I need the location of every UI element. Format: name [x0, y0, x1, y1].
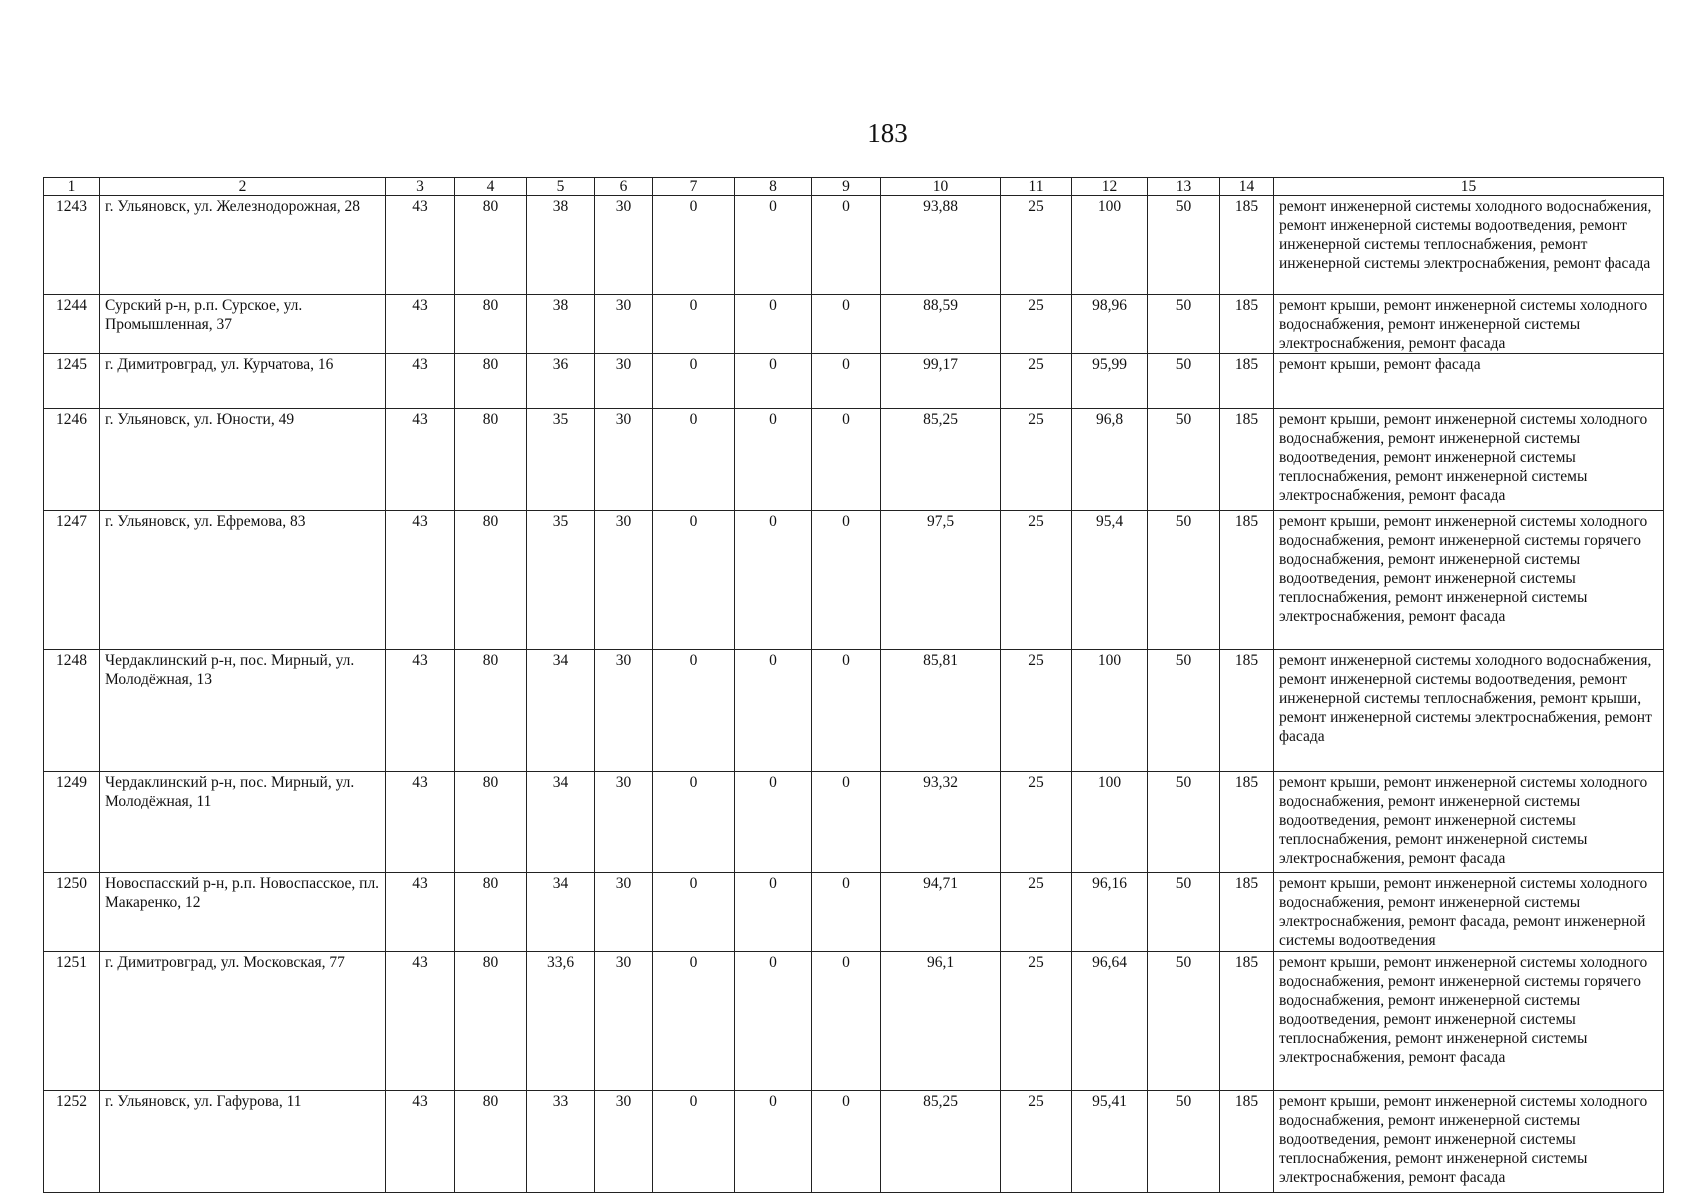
- col-14-header: 14: [1220, 178, 1274, 196]
- col-6-value: 30: [595, 772, 653, 873]
- col-5-value: 36: [527, 354, 595, 409]
- col-12-value: 96,8: [1072, 409, 1148, 511]
- col-8-value: 0: [735, 409, 812, 511]
- header-row: [44, 178, 1664, 196]
- col-8-header: 8: [735, 178, 812, 196]
- table-row: [44, 873, 1664, 952]
- col-7-value: 0: [653, 772, 735, 873]
- col-12-value: 100: [1072, 772, 1148, 873]
- address: Сурский р-н, р.п. Сурское, ул. Промышленная, 37: [100, 295, 386, 354]
- col-11-value: 25: [1001, 354, 1072, 409]
- address: г. Ульяновск, ул. Юности, 49: [100, 409, 386, 511]
- col-6-value: 30: [595, 511, 653, 650]
- col-3-value: 43: [386, 650, 455, 772]
- col-12-value: 98,96: [1072, 295, 1148, 354]
- col-8-value: 0: [735, 952, 812, 1091]
- col-10-value: 99,17: [881, 354, 1001, 409]
- col-14-value: 185: [1220, 354, 1274, 409]
- repair-works: ремонт инженерной системы холодного водоснабжения, ремонт инженерной системы водоотведения, ремонт инженерной системы теплоснабжения, ремонт инженерной системы электроснабжения, ремонт фасада: [1274, 196, 1664, 295]
- col-4-value: 80: [455, 354, 527, 409]
- col-3-value: 43: [386, 772, 455, 873]
- col-14-value: 185: [1220, 650, 1274, 772]
- col-13-value: 50: [1148, 650, 1220, 772]
- table-row: [44, 409, 1664, 511]
- col-10-value: 88,59: [881, 295, 1001, 354]
- col-13-value: 50: [1148, 354, 1220, 409]
- col-4-header: 4: [455, 178, 527, 196]
- col-6-value: 30: [595, 295, 653, 354]
- col-5-value: 33: [527, 1091, 595, 1193]
- col-11-value: 25: [1001, 409, 1072, 511]
- col-10-header: 10: [881, 178, 1001, 196]
- col-5-value: 35: [527, 511, 595, 650]
- col-12-value: 96,64: [1072, 952, 1148, 1091]
- col-3-value: 43: [386, 1091, 455, 1193]
- col-13-value: 50: [1148, 873, 1220, 952]
- col-11-value: 25: [1001, 650, 1072, 772]
- table-row: [44, 511, 1664, 650]
- col-14-value: 185: [1220, 511, 1274, 650]
- table-row: [44, 772, 1664, 873]
- col-14-value: 185: [1220, 409, 1274, 511]
- row-index: 1251: [44, 952, 100, 1091]
- col-6-value: 30: [595, 1091, 653, 1193]
- repair-works: ремонт крыши, ремонт инженерной системы холодного водоснабжения, ремонт инженерной системы водоотведения, ремонт инженерной системы теплоснабжения, ремонт инженерной системы электроснабжения, ремонт фасада: [1274, 1091, 1664, 1193]
- col-5-value: 34: [527, 772, 595, 873]
- col-5-value: 34: [527, 650, 595, 772]
- col-7-value: 0: [653, 1091, 735, 1193]
- col-11-value: 25: [1001, 873, 1072, 952]
- col-15-header: 15: [1274, 178, 1664, 196]
- col-4-value: 80: [455, 873, 527, 952]
- col-12-value: 95,4: [1072, 511, 1148, 650]
- table-row: [44, 952, 1664, 1091]
- col-8-value: 0: [735, 511, 812, 650]
- row-index: 1252: [44, 1091, 100, 1193]
- col-4-value: 80: [455, 772, 527, 873]
- col-11-value: 25: [1001, 1091, 1072, 1193]
- col-10-value: 85,25: [881, 1091, 1001, 1193]
- repair-works: ремонт крыши, ремонт фасада: [1274, 354, 1664, 409]
- table-body: [44, 196, 1664, 1193]
- col-5-value: 34: [527, 873, 595, 952]
- col-5-header: 5: [527, 178, 595, 196]
- repair-works: ремонт крыши, ремонт инженерной системы холодного водоснабжения, ремонт инженерной системы горячего водоснабжения, ремонт инженерной системы водоотведения, ремонт инженерной системы теплоснабжения, ремонт инженерной системы электроснабжения, ремонт фасада: [1274, 952, 1664, 1091]
- col-3-value: 43: [386, 354, 455, 409]
- col-10-value: 85,81: [881, 650, 1001, 772]
- address: г. Ульяновск, ул. Ефремова, 83: [100, 511, 386, 650]
- col-12-value: 95,41: [1072, 1091, 1148, 1193]
- table-row: [44, 354, 1664, 409]
- col-7-value: 0: [653, 196, 735, 295]
- col-3-header: 3: [386, 178, 455, 196]
- col-7-value: 0: [653, 952, 735, 1091]
- col-11-value: 25: [1001, 511, 1072, 650]
- repair-register-table: [43, 177, 1664, 1193]
- col-4-value: 80: [455, 952, 527, 1091]
- col-12-header: 12: [1072, 178, 1148, 196]
- col-13-value: 50: [1148, 1091, 1220, 1193]
- col-7-value: 0: [653, 409, 735, 511]
- col-4-value: 80: [455, 511, 527, 650]
- col-3-value: 43: [386, 409, 455, 511]
- table-row: [44, 196, 1664, 295]
- col-14-value: 185: [1220, 952, 1274, 1091]
- col-9-header: 9: [812, 178, 881, 196]
- col-9-value: 0: [812, 295, 881, 354]
- col-6-value: 30: [595, 409, 653, 511]
- col-6-value: 30: [595, 196, 653, 295]
- col-8-value: 0: [735, 873, 812, 952]
- col-4-value: 80: [455, 650, 527, 772]
- col-13-value: 50: [1148, 772, 1220, 873]
- col-4-value: 80: [455, 409, 527, 511]
- col-3-value: 43: [386, 196, 455, 295]
- repair-works: ремонт инженерной системы холодного водоснабжения, ремонт инженерной системы водоотведения, ремонт инженерной системы теплоснабжения, ремонт крыши, ремонт инженерной системы электроснабжения, ремонт фасада: [1274, 650, 1664, 772]
- address: Новоспасский р-н, р.п. Новоспасское, пл. Макаренко, 12: [100, 873, 386, 952]
- col-13-value: 50: [1148, 196, 1220, 295]
- col-12-value: 96,16: [1072, 873, 1148, 952]
- col-11-value: 25: [1001, 772, 1072, 873]
- col-11-value: 25: [1001, 295, 1072, 354]
- col-8-value: 0: [735, 650, 812, 772]
- col-12-value: 100: [1072, 650, 1148, 772]
- row-index: 1247: [44, 511, 100, 650]
- col-3-value: 43: [386, 511, 455, 650]
- col-7-header: 7: [653, 178, 735, 196]
- repair-works: ремонт крыши, ремонт инженерной системы холодного водоснабжения, ремонт инженерной системы электроснабжения, ремонт фасада: [1274, 295, 1664, 354]
- col-11-value: 25: [1001, 196, 1072, 295]
- table-row: [44, 295, 1664, 354]
- col-9-value: 0: [812, 409, 881, 511]
- col-14-value: 185: [1220, 873, 1274, 952]
- address: г. Ульяновск, ул. Гафурова, 11: [100, 1091, 386, 1193]
- col-8-value: 0: [735, 196, 812, 295]
- col-10-value: 96,1: [881, 952, 1001, 1091]
- col-11-header: 11: [1001, 178, 1072, 196]
- col-9-value: 0: [812, 1091, 881, 1193]
- repair-works: ремонт крыши, ремонт инженерной системы холодного водоснабжения, ремонт инженерной системы водоотведения, ремонт инженерной системы теплоснабжения, ремонт инженерной системы электроснабжения, ремонт фасада: [1274, 772, 1664, 873]
- row-index: 1250: [44, 873, 100, 952]
- row-index: 1243: [44, 196, 100, 295]
- col-8-value: 0: [735, 354, 812, 409]
- col-5-value: 38: [527, 196, 595, 295]
- col-7-value: 0: [653, 511, 735, 650]
- col-8-value: 0: [735, 772, 812, 873]
- col-9-value: 0: [812, 511, 881, 650]
- page-number: 183: [867, 118, 908, 148]
- col-3-value: 43: [386, 952, 455, 1091]
- col-11-value: 25: [1001, 952, 1072, 1091]
- address: г. Ульяновск, ул. Железнодорожная, 28: [100, 196, 386, 295]
- col-7-value: 0: [653, 873, 735, 952]
- address: г. Димитровград, ул. Московская, 77: [100, 952, 386, 1091]
- repair-works: ремонт крыши, ремонт инженерной системы холодного водоснабжения, ремонт инженерной системы водоотведения, ремонт инженерной системы теплоснабжения, ремонт инженерной системы электроснабжения, ремонт фасада: [1274, 409, 1664, 511]
- col-5-value: 33,6: [527, 952, 595, 1091]
- col-8-value: 0: [735, 295, 812, 354]
- col-9-value: 0: [812, 196, 881, 295]
- col-6-header: 6: [595, 178, 653, 196]
- col-2-header: 2: [100, 178, 386, 196]
- col-9-value: 0: [812, 354, 881, 409]
- col-1-header: 1: [44, 178, 100, 196]
- col-10-value: 97,5: [881, 511, 1001, 650]
- col-6-value: 30: [595, 873, 653, 952]
- col-4-value: 80: [455, 196, 527, 295]
- col-9-value: 0: [812, 772, 881, 873]
- col-7-value: 0: [653, 354, 735, 409]
- col-10-value: 93,88: [881, 196, 1001, 295]
- row-index: 1249: [44, 772, 100, 873]
- row-index: 1244: [44, 295, 100, 354]
- address: Чердаклинский р-н, пос. Мирный, ул. Молодёжная, 11: [100, 772, 386, 873]
- col-14-value: 185: [1220, 295, 1274, 354]
- col-5-value: 35: [527, 409, 595, 511]
- column-number-header: [44, 178, 1664, 196]
- repair-works: ремонт крыши, ремонт инженерной системы холодного водоснабжения, ремонт инженерной системы электроснабжения, ремонт фасада, ремонт инженерной системы водоотведения: [1274, 873, 1664, 952]
- col-10-value: 85,25: [881, 409, 1001, 511]
- col-13-header: 13: [1148, 178, 1220, 196]
- col-12-value: 95,99: [1072, 354, 1148, 409]
- col-3-value: 43: [386, 295, 455, 354]
- col-13-value: 50: [1148, 952, 1220, 1091]
- col-7-value: 0: [653, 295, 735, 354]
- col-4-value: 80: [455, 1091, 527, 1193]
- col-10-value: 94,71: [881, 873, 1001, 952]
- table-row: [44, 650, 1664, 772]
- col-14-value: 185: [1220, 772, 1274, 873]
- address: Чердаклинский р-н, пос. Мирный, ул. Молодёжная, 13: [100, 650, 386, 772]
- col-13-value: 50: [1148, 511, 1220, 650]
- table-row: [44, 1091, 1664, 1193]
- row-index: 1245: [44, 354, 100, 409]
- col-10-value: 93,32: [881, 772, 1001, 873]
- col-8-value: 0: [735, 1091, 812, 1193]
- col-12-value: 100: [1072, 196, 1148, 295]
- col-14-value: 185: [1220, 196, 1274, 295]
- col-6-value: 30: [595, 650, 653, 772]
- col-9-value: 0: [812, 952, 881, 1091]
- row-index: 1246: [44, 409, 100, 511]
- address: г. Димитровград, ул. Курчатова, 16: [100, 354, 386, 409]
- repair-works: ремонт крыши, ремонт инженерной системы холодного водоснабжения, ремонт инженерной системы горячего водоснабжения, ремонт инженерной системы водоотведения, ремонт инженерной системы теплоснабжения, ремонт инженерной системы электроснабжения, ремонт фасада: [1274, 511, 1664, 650]
- col-5-value: 38: [527, 295, 595, 354]
- col-9-value: 0: [812, 650, 881, 772]
- col-3-value: 43: [386, 873, 455, 952]
- col-14-value: 185: [1220, 1091, 1274, 1193]
- col-13-value: 50: [1148, 409, 1220, 511]
- col-4-value: 80: [455, 295, 527, 354]
- col-7-value: 0: [653, 650, 735, 772]
- col-13-value: 50: [1148, 295, 1220, 354]
- col-6-value: 30: [595, 354, 653, 409]
- row-index: 1248: [44, 650, 100, 772]
- col-6-value: 30: [595, 952, 653, 1091]
- col-9-value: 0: [812, 873, 881, 952]
